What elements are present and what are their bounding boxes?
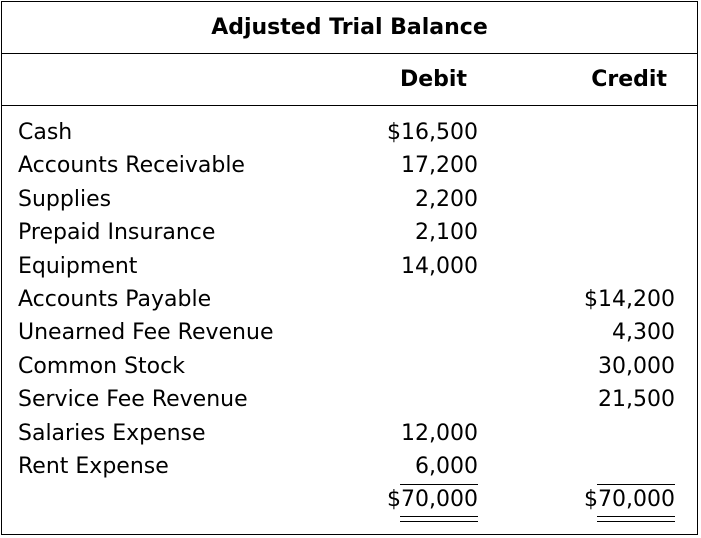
debit-double-underline	[400, 516, 478, 522]
table-body	[2, 116, 697, 517]
account-name: Unearned Fee Revenue	[18, 320, 274, 346]
credit-amount: 21,500	[598, 387, 675, 413]
credit-double-underline	[597, 516, 675, 522]
trial-balance-table	[1, 1, 698, 535]
credit-amount: $14,200	[584, 286, 675, 312]
table-row	[2, 417, 697, 450]
column-header-row	[2, 54, 697, 106]
credit-column-header: Credit	[591, 67, 667, 92]
account-name: Cash	[18, 120, 73, 145]
account-name: Prepaid Insurance	[18, 220, 216, 246]
debit-amount: 17,200	[401, 153, 478, 179]
account-name: Supplies	[18, 186, 112, 212]
table-row	[2, 316, 697, 349]
table-row	[2, 450, 697, 483]
account-name: Common Stock	[18, 353, 185, 379]
debit-amount: 14,000	[401, 253, 478, 279]
debit-amount: 2,200	[415, 186, 478, 212]
table-row	[2, 283, 697, 316]
table-title: Adjusted Trial Balance	[2, 2, 697, 54]
account-name: Accounts Receivable	[18, 153, 245, 179]
table-row	[2, 116, 697, 149]
table-row	[2, 250, 697, 283]
account-name: Equipment	[18, 253, 138, 279]
debit-amount: 2,100	[415, 220, 478, 246]
debit-amount: $16,500	[387, 120, 478, 145]
totals-row	[2, 483, 697, 516]
credit-amount: 30,000	[598, 353, 675, 379]
account-name: Service Fee Revenue	[18, 387, 248, 413]
credit-total: $70,000	[584, 487, 675, 513]
credit-amount: 4,300	[612, 320, 675, 346]
table-row	[2, 183, 697, 216]
debit-total: $70,000	[387, 487, 478, 513]
table-row	[2, 149, 697, 182]
account-name: Rent Expense	[18, 453, 169, 479]
account-name: Salaries Expense	[18, 420, 206, 446]
debit-amount: 12,000	[401, 420, 478, 446]
debit-amount: 6,000	[415, 453, 478, 479]
account-name: Accounts Payable	[18, 286, 212, 312]
table-row	[2, 216, 697, 249]
debit-column-header: Debit	[400, 67, 467, 92]
table-row	[2, 383, 697, 416]
table-row	[2, 350, 697, 383]
